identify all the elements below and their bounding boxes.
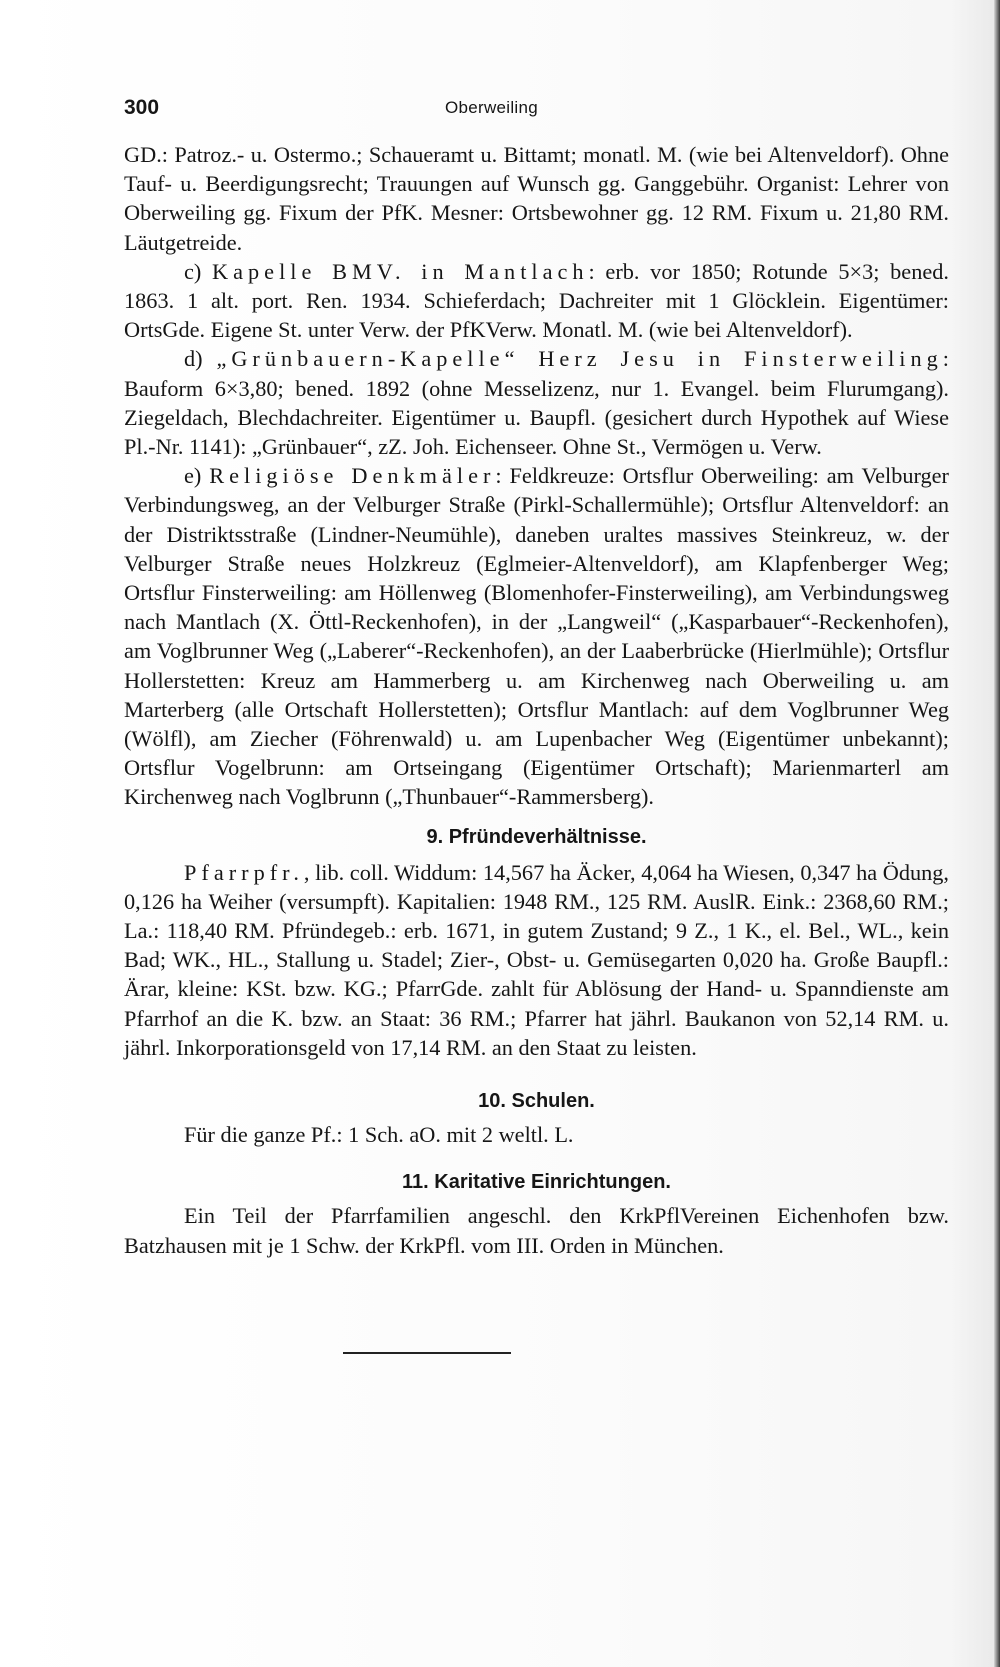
paragraph-text: : Bauform 6×3,80; bened. 1892 (ohne Messelizenz, nur 1. Evangel. beim Flurumgang). Ziegeldach, Blechdachreiter. Eigentümer u. Baupfl. (gesichert durch Hypothek auf Wiese Pl.-Nr. 1141): „Grünbauer“, zZ. Joh. Eichenseer. Ohne St., Vermögen u. Verw. [124, 346, 949, 460]
running-title: Oberweiling [444, 98, 539, 117]
paragraph-chapel-mantlach [124, 257, 949, 345]
paragraph-schools: Für die ganze Pf.: 1 Sch. aO. mit 2 weltl. L. [184, 1122, 574, 1148]
page-number: 300 [124, 96, 160, 119]
paragraph-intro: GD.: Patroz.- u. Ostermo.; Schaueramt u. Bittamt; monatl. M. (wie bei Altenveldorf). Ohne Tauf- u. Beerdigungsrecht; Trauungen auf Wunsch gg. Ganggebühr. Organist: Lehrer von Oberweiling gg. Fixum der PfK. Mesner: Ortsbewohner gg. 12 RM. Fixum u. 21,80 RM. Läutgetreide. [124, 142, 949, 255]
item-prefix: d) [184, 346, 217, 372]
end-rule [343, 1352, 511, 1354]
spaced-heading: Religiöse Denkmäler [209, 463, 496, 489]
paragraph-text: : erb. vor 1850; Rotunde 5×3; bened. 1863. 1 alt. port. Ren. 1934. Schieferdach; Dachreiter mit 1 Glöcklein. Eigentümer: OrtsGde. Eigene St. unter Verw. der PfKVerw. Monatl. M. (wie bei Altenveldorf). [124, 258, 949, 343]
paragraph-gruenbauern-chapel [124, 344, 949, 461]
spaced-heading: Kapelle BMV. in Mantlach [212, 258, 589, 284]
page-header [124, 96, 859, 130]
spaced-heading: „Grünbauern-Kapelle“ Herz Jesu in Finsterweiling [216, 346, 943, 372]
page-edge-shadow [994, 0, 1000, 1667]
item-prefix: c) [184, 258, 213, 284]
paragraph-benefice [124, 858, 949, 1062]
paragraph-charity: Ein Teil der Pfarrfamilien angeschl. den KrkPflVereinen Eichenhofen bzw. Batzhausen mit je 1 Schw. der KrkPfl. vom III. Orden in München. [124, 1203, 949, 1258]
paragraph-religious-monuments [124, 461, 949, 811]
section-heading-10: 10. Schulen. [478, 1090, 595, 1113]
section-heading-9: 9. Pfründeverhältnisse. [426, 825, 647, 848]
paragraph-text: , lib. coll. Widdum: 14,567 ha Äcker, 4,064 ha Wiesen, 0,347 ha Ödung, 0,126 ha Weiher (versumpft). Kapitalien: 1948 RM., 125 RM. AuslR. Eink.: 2368,60 RM.; La.: 118,40 RM. Pfründegeb.: erb. 1671, in gutem Zustand; 9 Z., 1 K., el. Bel., WL., kein Bad; WK., HL., Stallung u. Stadel; Zier-, Obst- u. Gemüsegarten 0,020 ha. Große Baupfl.: Ärar, kleine: KSt. bzw. KG.; PfarrGde. zahlt für Ablösung der Hand- u. Spanndienste am Pfarrhof an die K. bzw. an Staat: 36 RM.; Pfarrer hat jährl. Baukanon von 52,14 RM. u. jährl. Inkorporationsgeld von 17,14 RM. an den Staat zu leisten. [124, 859, 949, 1060]
item-prefix: e) [184, 463, 210, 489]
section-heading-11: 11. Karitative Einrichtungen. [402, 1171, 671, 1194]
page-body [124, 140, 949, 1354]
paragraph-text: : Feldkreuze: Ortsflur Oberweiling: am Velburger Verbindungsweg, an der Velburger Straße (Pirkl-Schallermühle); Ortsflur Altenveldorf: an der Distriktsstraße (Lindner-Neumühle), daneben uraltes massives Steinkreuz, w. der Velburger Straße neues Holzkreuz (Eglmeier-Altenveldorf), am Klapfenberger Weg; Ortsflur Finsterweiling: am Höllenweg (Blomenhofer-Finsterweiling), am Verbindungsweg nach Mantlach (X. Öttl-Reckenhofen), in der „Langweil“ („Kasparbauer“-Reckenhofen), am Voglbrunner Weg („Laberer“-Reckenhofen), an der Laaberbrücke (Hierlmühle); Ortsflur Hollerstetten: Kreuz am Hammerberg u. am Kirchenweg nach Oberweiling u. am Marterberg (alle Ortschaft Hollerstetten); Ortsflur Mantlach: auf dem Voglbrunner Weg (Wölfl), am Ziecher (Föhrenwald) u. am Lupenbacher Weg (Eigentümer unbekannt); Ortsflur Vogelbrunn: am Ortseingang (Eigentümer Ortschaft); Marienmarterl am Kirchenweg nach Voglbrunn („Thunbauer“-Rammersberg). [124, 463, 949, 810]
spaced-heading: Pfarrpfr. [184, 859, 304, 885]
